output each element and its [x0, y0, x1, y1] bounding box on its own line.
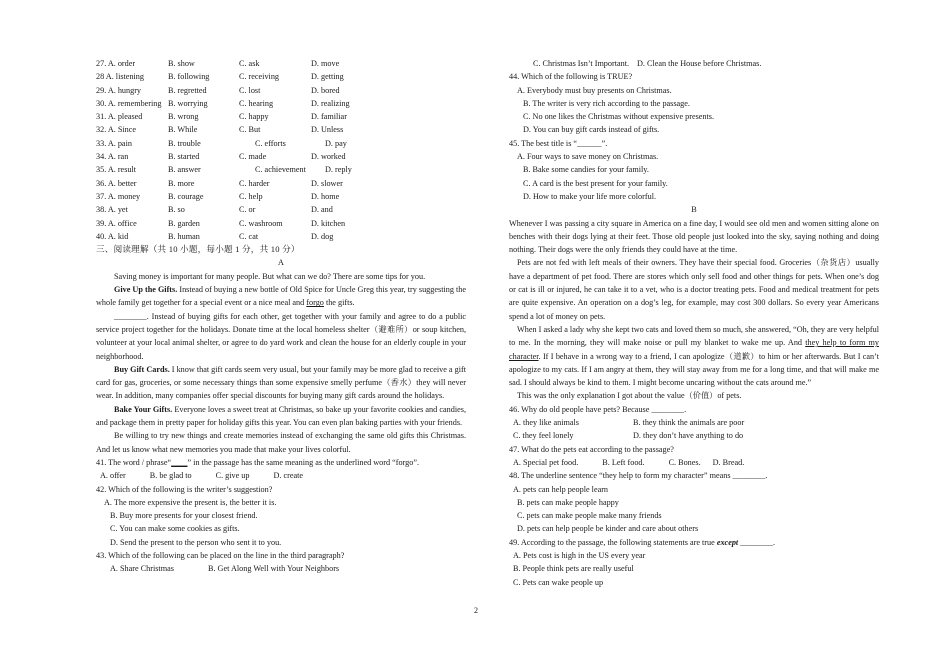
option: B. Buy more presents for your closest friend.: [110, 511, 258, 521]
page-number: 2: [474, 606, 478, 615]
question-46-options-row: [509, 429, 879, 442]
cloze-option: C. achievement: [255, 165, 306, 175]
cloze-option: C. happy: [239, 112, 269, 122]
passage-a-paragraph-6: Be willing to try new things and create memories instead of exchanging the same old gifts this Christmas. And let us know what new memories you made that make your lives colorful.: [96, 431, 466, 454]
cloze-option: 28 A. listening: [96, 72, 144, 82]
cloze-option: C. lost: [239, 85, 261, 95]
option: C. Bones.: [668, 457, 701, 467]
question-47-options: [509, 456, 879, 469]
cloze-option: C. or: [239, 205, 256, 215]
question-46-stem: 46. Why do old people have pets? Because ________.: [509, 404, 687, 414]
cloze-option: D. Unless: [311, 125, 344, 135]
cloze-option: C. washroom: [239, 218, 283, 228]
cloze-option: D. reply: [325, 165, 352, 175]
cloze-option: B. trouble: [168, 138, 201, 148]
option: D. Send the present to the person who sent it to you.: [110, 537, 282, 547]
cloze-option: B. so: [168, 205, 185, 215]
cloze-option-row: [96, 177, 466, 190]
cloze-option: B. regretted: [168, 85, 207, 95]
cloze-option: 31. A. pleased: [96, 112, 143, 122]
question-43-stem: 43. Which of the following can be placed on the line in the third paragraph?: [96, 550, 345, 560]
left-column: [96, 57, 466, 576]
cloze-option: C. ask: [239, 59, 260, 68]
option: D. Bread.: [712, 457, 745, 467]
option: D. Clean the House before Christmas.: [637, 59, 762, 68]
question-47-stem: 47. What do the pets eat according to the passage?: [509, 444, 674, 454]
cloze-option: D. dog: [311, 231, 334, 241]
cloze-option: 36. A. better: [96, 178, 137, 188]
cloze-option: D. getting: [311, 72, 344, 82]
cloze-option: D. slower: [311, 178, 343, 188]
cloze-option: C. made: [239, 152, 267, 162]
option: A. The more expensive the present is, the better it is.: [104, 497, 277, 507]
cloze-option: B. wrong: [168, 112, 199, 122]
tip-heading: Buy Gift Cards.: [114, 364, 170, 374]
cloze-option-row: [96, 137, 466, 150]
option: C. No one likes the Christmas without expensive presents.: [523, 112, 715, 122]
option: D. pets can help people be kinder and care about others: [517, 524, 699, 534]
cloze-option-row: [96, 230, 466, 243]
cloze-option: D. bored: [311, 85, 340, 95]
cloze-option: 37. A. money: [96, 191, 141, 201]
cloze-option: 40. A. kid: [96, 231, 129, 241]
passage-a-paragraph-1: Saving money is important for many people. But what can we do? There are some tips for you.: [114, 271, 426, 281]
cloze-option: D. home: [311, 191, 340, 201]
question-49-stem: 49. According to the passage, the following statements are true except ________.: [509, 537, 776, 547]
option: C. Christmas Isn’t Important.: [533, 59, 630, 68]
cloze-option: 38. A. yet: [96, 205, 128, 215]
passage-a-paragraph-2: Give Up the Gifts. Instead of buying a new bottle of Old Spice for Uncle Greg this year, try suggesting the whole family get together for a special event or a nice meal and forgo the gifts.: [96, 285, 466, 308]
option: A. Everybody must buy presents on Christmas.: [517, 85, 672, 95]
cloze-option-row: [96, 190, 466, 203]
passage-a-paragraph-5: Bake Your Gifts. Everyone loves a sweet treat at Christmas, so bake up your favorite cookies and candies, and package them in pretty paper for holiday gifts this year. You can even plan baking parties with your friends.: [96, 404, 467, 428]
option: B. Bake some candies for your family.: [523, 165, 649, 175]
option: C. give up: [215, 471, 250, 481]
cloze-option-row: [96, 110, 466, 123]
option: A. Pets cost is high in the US every year: [513, 550, 646, 560]
question-45-stem: 45. The best title is “______”.: [509, 138, 608, 148]
tip-heading: Bake Your Gifts.: [114, 404, 173, 414]
cloze-option-row: [96, 97, 466, 110]
option: B. be glad to: [149, 471, 192, 481]
cloze-option: D. realizing: [311, 98, 350, 108]
cloze-option: B. worrying: [168, 98, 208, 108]
option: A. offer: [100, 471, 126, 481]
underlined-word-forgo: forgo: [306, 298, 324, 308]
option: C. they feel lonely: [513, 431, 574, 441]
cloze-option: B. courage: [168, 191, 204, 201]
question-46-options-row: [509, 416, 879, 429]
cloze-option-row: [96, 217, 466, 230]
cloze-option: C. efforts: [255, 138, 286, 148]
question-42-stem: 42. Which of the following is the writer’s suggestion?: [96, 484, 273, 494]
option: D. they don’t have anything to do: [633, 431, 744, 441]
cloze-option-row: [96, 123, 466, 136]
question-43-options-row: [96, 562, 466, 575]
passage-b-label: B: [691, 205, 697, 215]
option: A. Special pet food.: [513, 457, 579, 467]
cloze-option: D. familiar: [311, 112, 347, 122]
title-blank: ________: [114, 311, 147, 321]
question-43-options-row-2: [509, 57, 879, 70]
cloze-option: 27. A. order: [96, 59, 136, 68]
option: C. You can make some cookies as gifts.: [110, 524, 240, 534]
cloze-option: 35. A. result: [96, 165, 137, 175]
passage-a-label: A: [278, 258, 284, 268]
cloze-option: B. answer: [168, 165, 201, 175]
cloze-option-row: [96, 70, 466, 83]
cloze-option: D. pay: [325, 138, 347, 148]
option: A. Four ways to save money on Christmas.: [517, 152, 659, 162]
question-41-options: [96, 469, 466, 482]
cloze-option: 32. A. Since: [96, 125, 137, 135]
option: C. A card is the best present for your family.: [523, 178, 668, 188]
option: A. they like animals: [513, 418, 579, 428]
option: D. create: [273, 471, 304, 481]
option: B. pets can make people happy: [517, 497, 619, 507]
cloze-option: B. human: [168, 231, 200, 241]
cloze-option: D. and: [311, 205, 333, 215]
cloze-option: B. show: [168, 59, 195, 68]
tip-heading: Give Up the Gifts.: [114, 285, 178, 295]
cloze-option: 30. A. remembering: [96, 98, 162, 108]
cloze-option: C. But: [239, 125, 261, 135]
section-title: 三、阅读理解（共 10 小题，每小题 1 分，共 10 分）: [96, 244, 300, 255]
question-48-stem: 48. The underline sentence “they help to form my character” means ________.: [509, 471, 768, 481]
option: B. Left food.: [602, 457, 645, 467]
cloze-option: B. following: [168, 72, 210, 82]
cloze-option-row: [96, 203, 466, 216]
cloze-option: 29. A. hungry: [96, 85, 142, 95]
passage-a-paragraph-3: ________. Instead of buying gifts for each other, get together with your family and agree to do a public service project together for the holidays. Donate time at the local homeless shelter（避难所）or soup kitchen, volunteer at your local animal shelter, or agree to do yard work and clean the house for an elderly couple in your neighborhood.: [96, 311, 466, 361]
cloze-option: C. harder: [239, 178, 270, 188]
option: D. How to make your life more colorful.: [523, 191, 657, 201]
cloze-option: B. garden: [168, 218, 200, 228]
option: C. pets can make people make many friends: [517, 511, 662, 521]
passage-b-paragraph-1: Whenever I was passing a city square in America on a fine day, I would see old men and women sitting alone on benches with their dogs lying at their feet. Those old people just looked into the sky, saying nothing and doing nothing. Their dogs were the only friends they could have at the time.: [509, 218, 879, 255]
cloze-option-row: [96, 150, 466, 163]
passage-b-paragraph-4: This was the only explanation I got about the value（价值）of pets.: [517, 391, 742, 401]
passage-a-paragraph-4: Buy Gift Cards. I know that gift cards seem very usual, but your family may be more glad to receive a gift card for gas, groceries, or some necessary things than some expensive smelly perfume（香水）they will never wear. In addition, many companies offer special discounts for buying many gift cards around the holidays.: [96, 364, 466, 401]
cloze-option-row: [96, 163, 466, 176]
cloze-option: 34. A. ran: [96, 152, 129, 162]
cloze-option: C. help: [239, 191, 263, 201]
cloze-options-list: [96, 57, 466, 243]
cloze-option: B. While: [168, 125, 198, 135]
cloze-option: B. more: [168, 178, 195, 188]
underlined-sentence: they help to form my character: [509, 338, 879, 361]
passage-b-paragraph-3: When I asked a lady why she kept two cats and loved them so much, she answered, “Oh, they are very helpful to me. In the morning, they will make noise or pull my blanket to wake me up. And they help to form my character. If I behave in a wrong way to a friend, I can apologize（道歉）to him or her afterwards. But I can’t apologize to my cats. If I am angry at them, they will stay away from me for a long time, and that will make me sad. I should always be kind to them. I might become uncaring without the cats around me.”: [509, 324, 879, 388]
cloze-option-row: [96, 84, 466, 97]
cloze-option: D. worked: [311, 152, 346, 162]
cloze-option: 39. A. office: [96, 218, 137, 228]
cloze-option: 33. A. pain: [96, 138, 132, 148]
question-44-stem: 44. Which of the following is TRUE?: [509, 72, 633, 82]
cloze-option-row: [96, 57, 466, 70]
option: B. People think pets are really useful: [513, 564, 634, 574]
question-41-stem: 41. The word / phrase“____” in the passage has the same meaning as the underlined word “forgo”.: [96, 457, 420, 467]
cloze-option: B. started: [168, 152, 200, 162]
right-column: [509, 57, 879, 589]
cloze-option: C. hearing: [239, 98, 274, 108]
cloze-option: C. receiving: [239, 72, 280, 82]
option: B. they think the animals are poor: [633, 418, 745, 428]
cloze-option: D. kitchen: [311, 218, 346, 228]
option: B. The writer is very rich according to the passage.: [523, 98, 690, 108]
option: C. Pets can wake people up: [513, 577, 604, 587]
option: B. Get Along Well with Your Neighbors: [208, 564, 340, 574]
option: D. You can buy gift cards instead of gifts.: [523, 125, 660, 135]
option: A. pets can help people learn: [513, 484, 609, 494]
option: A. Share Christmas: [110, 564, 174, 574]
cloze-option: C. cat: [239, 231, 259, 241]
passage-b-paragraph-2: Pets are not fed with left meals of their owners. They have their special food. Groceries（杂货店）usually have a department of pet food. There are stores which only sell food and other things for pets. When one’s dog or cat is ill or injured, he can take it to a vet, who is a doctor treating pets. Food and medical treatment for pets are quite expensive. An operation on a dog’s leg, for example, may cost 300 dollars. So every year Americans spend a lot of money on pets.: [509, 258, 879, 321]
cloze-option: D. move: [311, 59, 340, 68]
